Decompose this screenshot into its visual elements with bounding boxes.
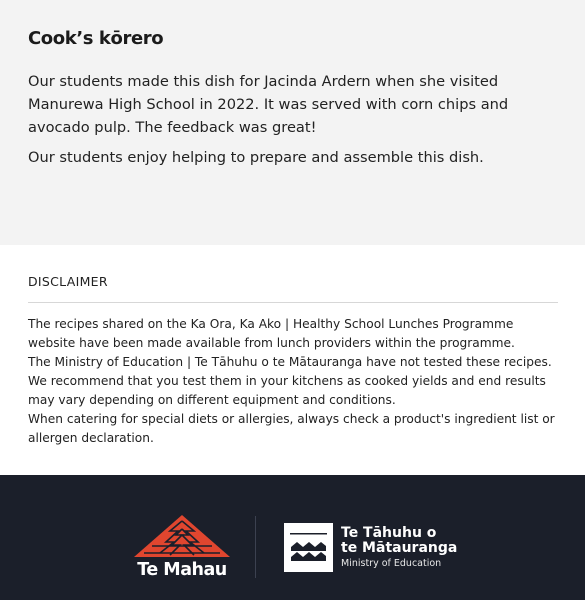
disclaimer-line-2: The Ministry of Education | Te Tāhuhu o te Mātauranga have not tested these recipes. We recommend that you test them in your kitchens as cooked yields and end results may vary depending on different equipment and conditions. bbox=[28, 355, 552, 407]
disclaimer-line-1: The recipes shared on the Ka Ora, Ka Ako | Healthy School Lunches Programme website have been made available from lunch providers within the programme. bbox=[28, 317, 515, 350]
site-footer bbox=[0, 475, 585, 600]
te-mahau-logo[interactable] bbox=[132, 515, 232, 581]
te-mahau-wordmark: Te Mahau bbox=[137, 560, 227, 580]
disclaimer-divider bbox=[28, 302, 558, 303]
disclaimer-section bbox=[0, 245, 585, 475]
moe-line-2: te Mātauranga bbox=[341, 540, 458, 556]
disclaimer-body bbox=[28, 315, 563, 448]
moe-waves-icon bbox=[284, 523, 333, 572]
moe-line-3: Ministry of Education bbox=[341, 558, 442, 569]
cooks-korero-section bbox=[0, 0, 585, 245]
disclaimer-heading: DISCLAIMER bbox=[28, 274, 108, 289]
disclaimer-line-3: When catering for special diets or allergies, always check a product's ingredient list or allergen declaration. bbox=[28, 412, 555, 445]
te-mahau-roof-icon bbox=[134, 515, 230, 557]
korero-paragraph-1: Our students made this dish for Jacinda Ardern when she visited Manurewa High School in 2022. It was served with corn chips and avocado pulp. The feedback was great! bbox=[28, 73, 509, 136]
moe-line-1: Te Tāhuhu o bbox=[341, 525, 437, 541]
korero-title: Cook’s kōrero bbox=[28, 28, 164, 49]
korero-paragraph-2: Our students enjoy helping to prepare and assemble this dish. bbox=[28, 149, 484, 166]
footer-logo-divider bbox=[255, 516, 256, 578]
moe-wordmark bbox=[341, 526, 491, 570]
